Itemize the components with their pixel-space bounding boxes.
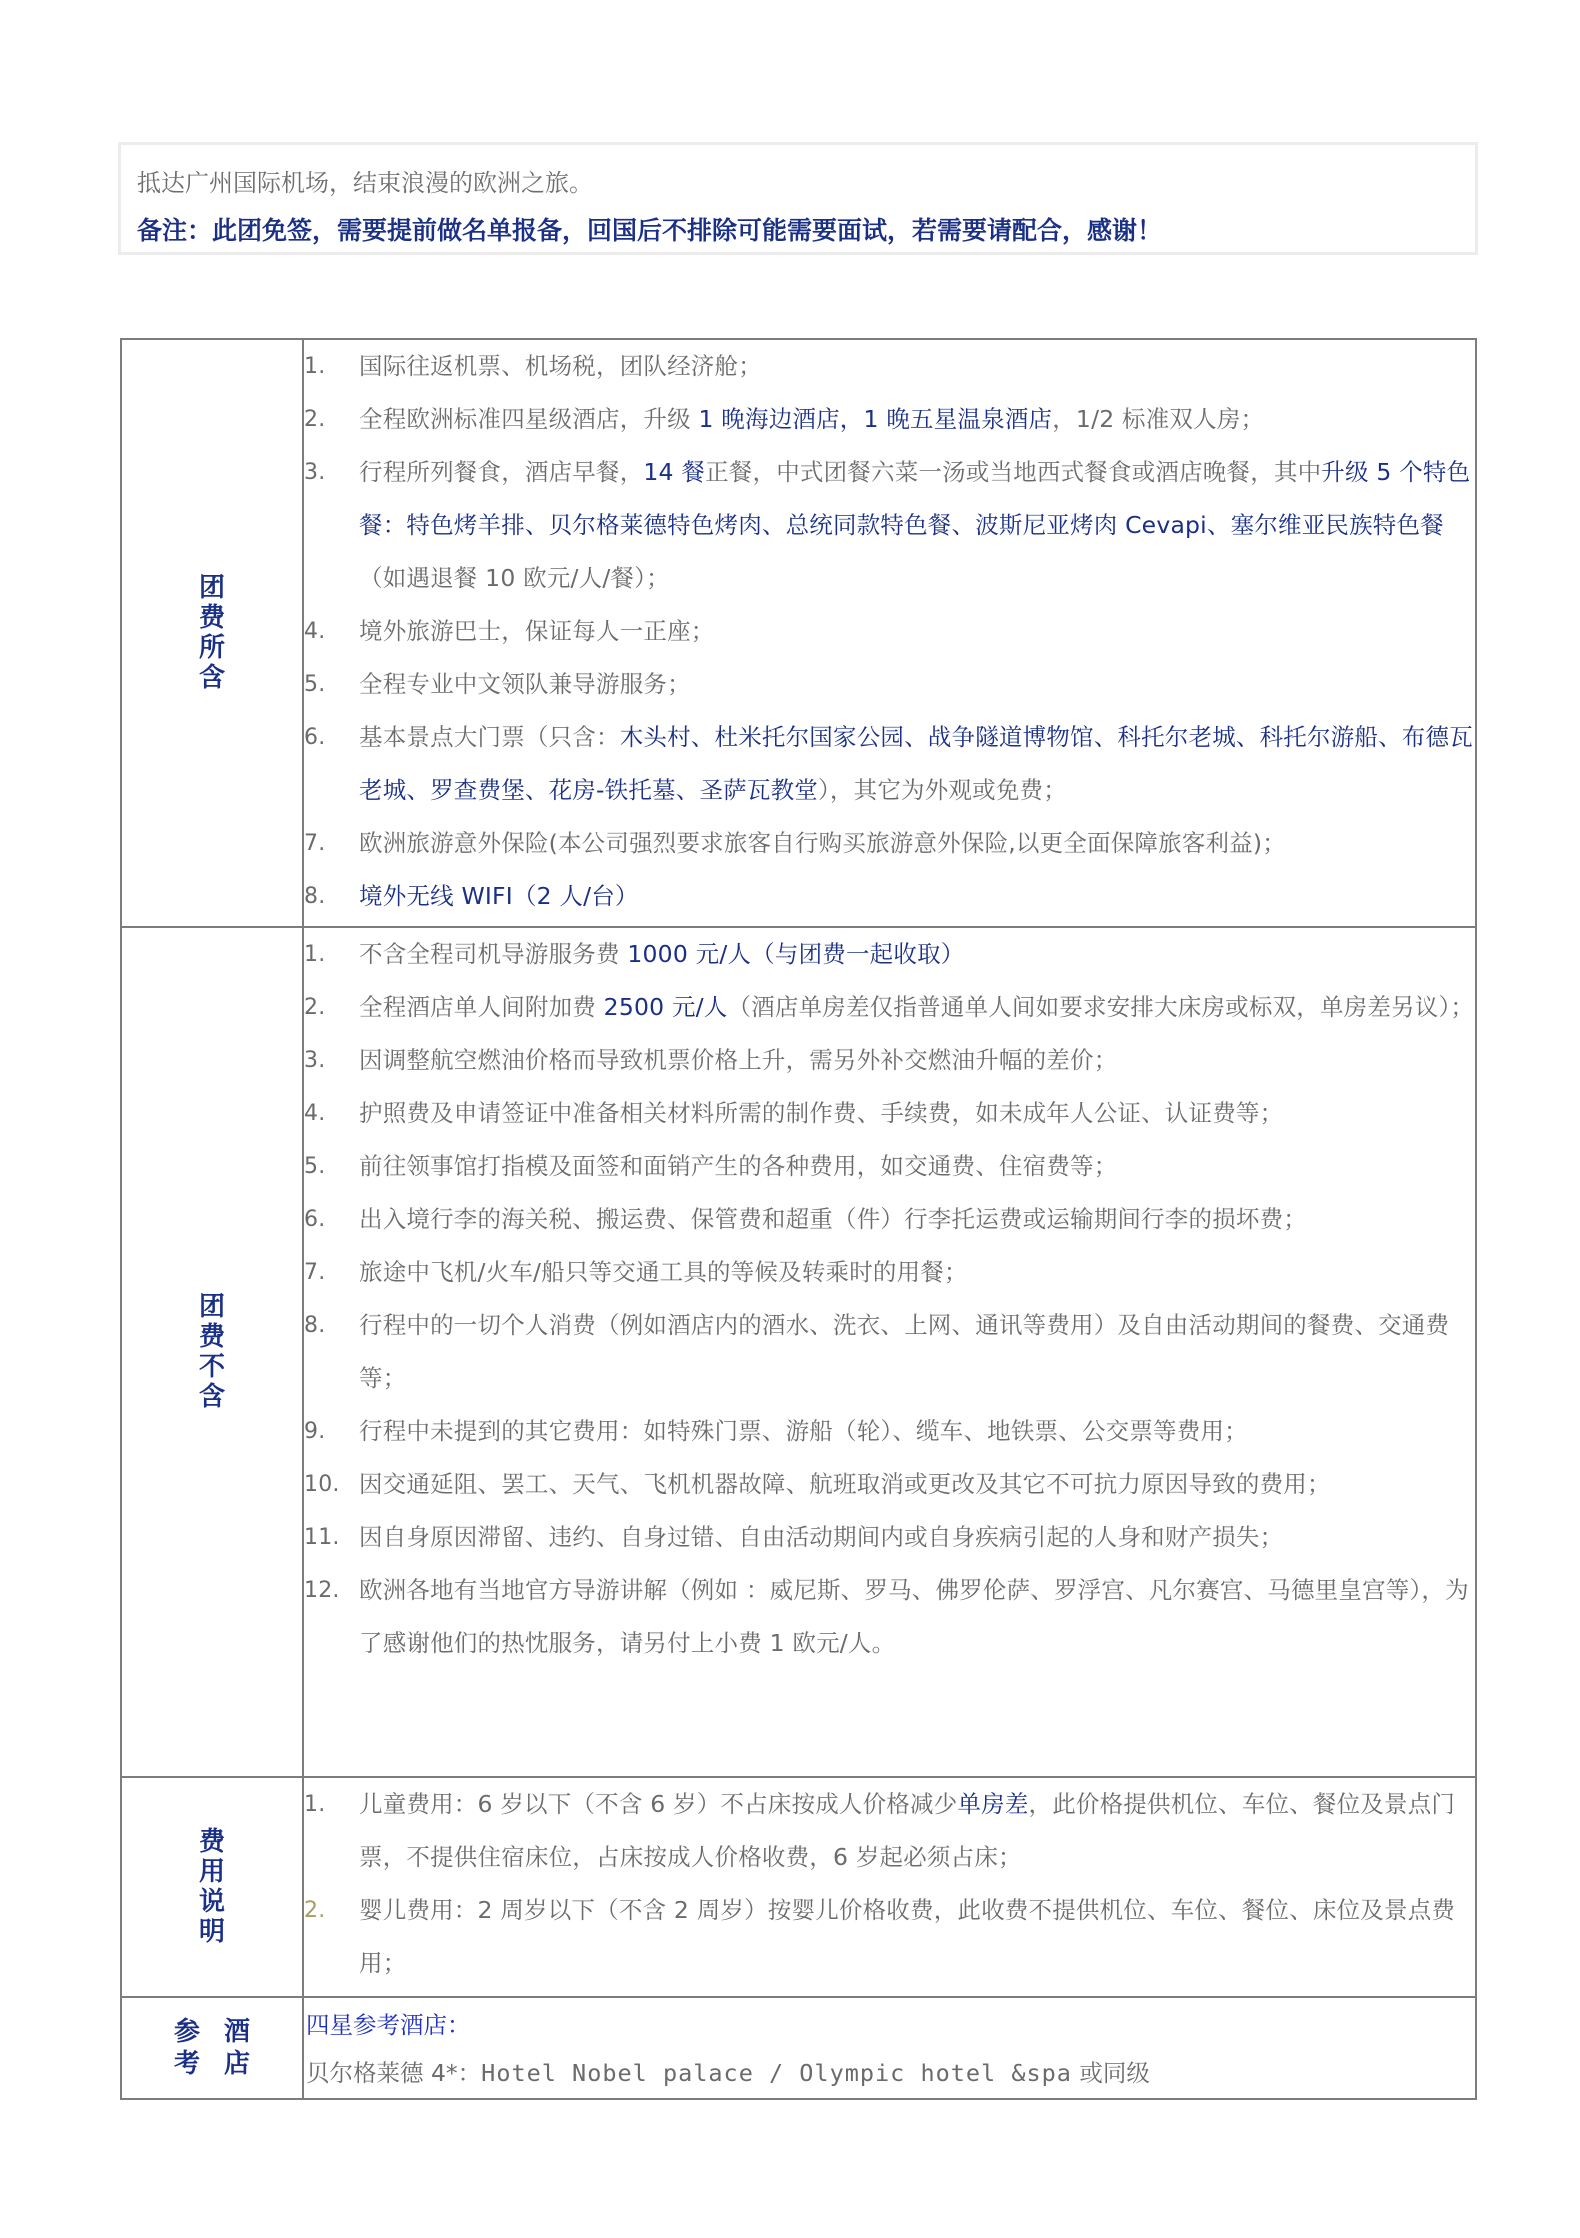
item-number: 7. (304, 1260, 326, 1285)
item-text: 出入境行李的海关税、搬运费、保管费和超重（件）行李托运费或运输期间行李的损坏费； (359, 1205, 1307, 1233)
excluded-content (303, 927, 1476, 1777)
item-number: 2. (304, 407, 326, 432)
item-number: 3. (304, 1048, 326, 1073)
list-item (304, 340, 1475, 393)
item-text: 境外旅游巴士，保证每人一正座； (359, 617, 715, 645)
item-number: 1. (304, 942, 326, 967)
item-text: 儿童费用：6 岁以下（不含 6 岁）不占床按成人价格减少 (359, 1790, 958, 1818)
item-number: 4. (304, 619, 326, 644)
list-item (304, 981, 1475, 1034)
item-number: 2. (304, 1898, 326, 1923)
item-text: ，此价格提供机位、车位、餐位及景点门票，不提供住宿床位，占床按成人价格收费，6 岁起必须占床； (359, 1790, 1456, 1871)
arrival-note: 抵达广州国际机场，结束浪漫的欧洲之旅。 (137, 169, 593, 197)
item-text: ），其它为外观或免费； (817, 776, 1067, 804)
item-text: 不含全程司机导游服务费 (359, 940, 628, 968)
item-text: 护照费及申请签证中准备相关材料所需的制作费、手续费，如未成年人公证、认证费等； (359, 1099, 1284, 1127)
item-number: 2. (304, 995, 326, 1020)
list-item (304, 1299, 1475, 1405)
list-item (304, 446, 1475, 605)
item-number: 8. (304, 884, 326, 909)
fee-details-table (120, 338, 1477, 2100)
visa-free-remark: 备注：此团免签，需要提前做名单报备，回国后不排除可能需要面试，若需要请配合，感谢！ (137, 216, 1163, 245)
item-number: 9. (304, 1419, 326, 1444)
item-text: 全程专业中文领队兼导游服务； (359, 670, 691, 698)
item-text: 因交通延阻、罢工、天气、飞机机器故障、航班取消或更改及其它不可抗力原因导致的费用； (359, 1470, 1331, 1498)
item-text: 前往领事馆打指模及面签和面销产生的各种费用，如交通费、住宿费等； (359, 1152, 1118, 1180)
list-item (304, 711, 1475, 817)
highlighted-text: 升级 5 个特色餐：特色烤羊排、贝尔格莱德特色烤肉、总统同款特色餐、波斯尼亚烤肉 Cevapi、塞尔维亚民族特色餐 (359, 458, 1471, 539)
highlighted-text: 单房差 (957, 1790, 1029, 1818)
item-number: 6. (304, 1207, 326, 1232)
item-number: 5. (304, 1154, 326, 1179)
list-item (304, 870, 1475, 923)
label-included-cell (121, 339, 303, 927)
item-text: 因自身原因滞留、违约、自身过错、自由活动期间内或自身疾病引起的人身和财产损失； (359, 1523, 1284, 1551)
item-text: 欧洲各地有当地官方导游讲解（例如 ：威尼斯、罗马、佛罗伦萨、罗浮宫、凡尔赛宫、马德里皇宫等），为了感谢他们的热忱服务，请另付上小费 1 欧元/人。 (359, 1576, 1469, 1657)
item-number: 5. (304, 672, 326, 697)
item-text: 行程所列餐食，酒店早餐， (359, 458, 644, 486)
hotel-suffix: 或同级 (1071, 2059, 1150, 2087)
item-text: 旅途中飞机/火车/船只等交通工具的等候及转乘时的用餐； (359, 1258, 968, 1286)
item-number: 7. (304, 831, 326, 856)
list-item (304, 1511, 1475, 1564)
label-hotels-cell (121, 1997, 303, 2099)
row-fees (121, 1777, 1476, 1997)
hotel-line-belgrade (304, 2048, 1475, 2098)
included-content (303, 339, 1476, 927)
label-included: 团费所含 (198, 573, 225, 693)
list-item (304, 605, 1475, 658)
item-text: ，1/2 标准双人房； (1052, 405, 1265, 433)
list-item (304, 817, 1475, 870)
list-item (304, 393, 1475, 446)
list-item (304, 1405, 1475, 1458)
list-item (304, 1458, 1475, 1511)
item-text: 婴儿费用：2 周岁以下（不含 2 周岁）按婴儿价格收费，此收费不提供机位、车位、餐位、床位及景点费用； (359, 1896, 1456, 1977)
list-item (304, 1087, 1475, 1140)
label-hotels-col2: 酒店 (223, 2017, 250, 2079)
highlighted-text: 14 餐 (643, 458, 706, 486)
fees-content (303, 1777, 1476, 1997)
item-number: 1. (304, 1792, 326, 1817)
item-number: 1. (304, 354, 326, 379)
item-text: （如遇退餐 10 欧元/人/餐）； (359, 564, 670, 592)
label-excluded-cell (121, 927, 303, 1777)
item-text: 全程酒店单人间附加费 (359, 993, 604, 1021)
item-number: 11. (304, 1525, 340, 1550)
item-text: 国际往返机票、机场税，团队经济舱； (359, 352, 762, 380)
list-item (304, 1564, 1475, 1670)
hotel-city: 贝尔格莱德 4*： (306, 2059, 482, 2087)
item-number: 12. (304, 1578, 340, 1603)
list-item (304, 928, 1475, 981)
list-item (304, 1778, 1475, 1884)
row-excluded (121, 927, 1476, 1777)
item-text: 全程欧洲标准四星级酒店，升级 (359, 405, 699, 433)
item-number: 8. (304, 1313, 326, 1338)
highlighted-text: 1 晚海边酒店，1 晚五星温泉酒店 (698, 405, 1053, 433)
label-hotels-col1: 参考 (173, 2017, 200, 2079)
list-item (304, 1193, 1475, 1246)
highlighted-text: 境外无线 WIFI（2 人/台） (359, 882, 639, 910)
list-item (304, 1246, 1475, 1299)
item-number: 6. (304, 725, 326, 750)
item-text: （酒店单房差仅指普通单人间如要求安排大床房或标双，单房差另议）； (727, 993, 1475, 1021)
item-text: 基本景点大门票（只含： (359, 723, 620, 751)
highlighted-text: 2500 元/人 (603, 993, 728, 1021)
item-text: 欧洲旅游意外保险(本公司强烈要求旅客自行购买旅游意外保险,以更全面保障旅客利益)； (359, 829, 1287, 857)
label-excluded: 团费不含 (198, 1292, 225, 1412)
hotels-content (303, 1997, 1476, 2099)
label-fees-cell (121, 1777, 303, 1997)
excluded-list (304, 928, 1475, 1670)
list-item (304, 1884, 1475, 1990)
list-item (304, 1034, 1475, 1087)
list-item (304, 658, 1475, 711)
included-list (304, 340, 1475, 923)
item-number: 10. (304, 1472, 340, 1497)
hotel-heading: 四星参考酒店： (306, 2011, 471, 2039)
item-text: 行程中未提到的其它费用：如特殊门票、游船（轮）、缆车、地铁票、公交票等费用； (359, 1417, 1248, 1445)
fees-list (304, 1778, 1475, 1990)
list-item (304, 1140, 1475, 1193)
item-text: 正餐，中式团餐六菜一汤或当地西式餐食或酒店晚餐，其中 (705, 458, 1322, 486)
highlighted-text: 1000 元/人（与团费一起收取） (627, 940, 965, 968)
item-text: 行程中的一切个人消费（例如酒店内的酒水、洗衣、上网、通讯等费用）及自由活动期间的餐费、交通费等； (359, 1311, 1450, 1392)
item-number: 3. (304, 460, 326, 485)
hotel-names: Hotel Nobel palace / Olympic hotel &spa (481, 2059, 1072, 2087)
label-hotels (173, 2016, 251, 2080)
trip-end-note-box (118, 142, 1478, 255)
highlighted-text: 木头村、杜米托尔国家公园、战争隧道博物馆、科托尔老城、科托尔游船、布德瓦老城、罗查费堡、花房-铁托墓、圣萨瓦教堂 (359, 723, 1473, 804)
label-fees: 费用说明 (198, 1827, 225, 1947)
item-text: 因调整航空燃油价格而导致机票价格上升，需另外补交燃油升幅的差价； (359, 1046, 1118, 1074)
row-included (121, 339, 1476, 927)
item-number: 4. (304, 1101, 326, 1126)
row-hotels (121, 1997, 1476, 2099)
